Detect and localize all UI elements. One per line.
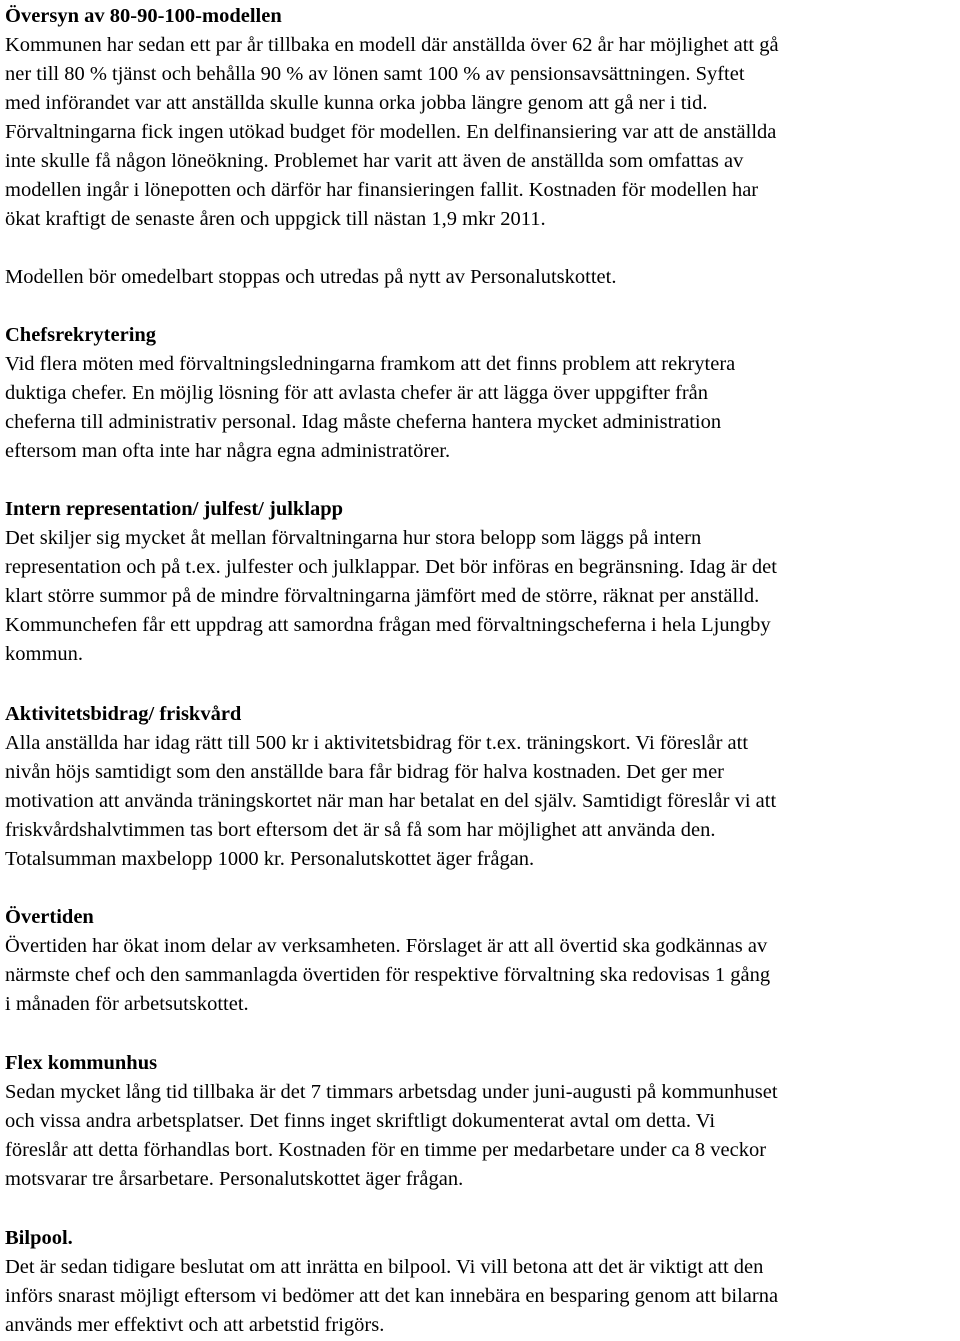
paragraph-line: Det skiljer sig mycket åt mellan förvaltningarna hur stora belopp som läggs på intern xyxy=(5,527,702,549)
paragraph-line: eftersom man ofta inte har några egna administratörer. xyxy=(5,440,451,462)
paragraph-line: Vid flera möten med förvaltningsledningarna framkom att det finns problem att rekrytera xyxy=(5,353,736,375)
heading-intern-representation: Intern representation/ julfest/ julklapp xyxy=(5,498,344,520)
heading-chefsrekrytering: Chefsrekrytering xyxy=(5,324,157,346)
heading-overtiden: Övertiden xyxy=(5,906,94,928)
heading-aktivitetsbidrag: Aktivitetsbidrag/ friskvård xyxy=(5,703,242,725)
paragraph-line: representation och på t.ex. julfester och julklappar. Det bör införas en begränsning. Idag är det xyxy=(5,556,777,578)
paragraph-line: inte skulle få någon löneökning. Problemet har varit att även de anställda som omfattas av xyxy=(5,150,744,172)
heading-oversyn-modellen: Översyn av 80-90-100-modellen xyxy=(5,5,282,27)
paragraph-line: cheferna till administrativ personal. Idag måste cheferna hantera mycket administration xyxy=(5,411,722,433)
paragraph-line: Kommunen har sedan ett par år tillbaka en modell där anställda över 62 år har möjlighet att gå xyxy=(5,34,779,56)
heading-flex-kommunhus: Flex kommunhus xyxy=(5,1052,158,1074)
paragraph-line: nivån höjs samtidigt som den anställde bara får bidrag för halva kostnaden. Det ger mer xyxy=(5,761,724,783)
paragraph-line: föreslår att detta förhandlas bort. Kostnaden för en timme per medarbetare under ca 8 veckor xyxy=(5,1139,767,1161)
paragraph-line: Totalsumman maxbelopp 1000 kr. Personalutskottet äger frågan. xyxy=(5,848,535,870)
paragraph-line: motivation att använda träningskortet när man har betalat en del själv. Samtidigt föreslår vi att xyxy=(5,790,777,812)
paragraph-line: Sedan mycket lång tid tillbaka är det 7 timmars arbetsdag under juni-augusti på kommunhuset xyxy=(5,1081,778,1103)
paragraph-line: Modellen bör omedelbart stoppas och utredas på nytt av Personalutskottet. xyxy=(5,266,617,288)
paragraph-line: närmste chef och den sammanlagda övertiden för respektive förvaltning ska redovisas 1 gång xyxy=(5,964,771,986)
paragraph-line: Alla anställda har idag rätt till 500 kr i aktivitetsbidrag för t.ex. träningskort. Vi föreslår att xyxy=(5,732,749,754)
paragraph-line: Övertiden har ökat inom delar av verksamheten. Förslaget är att all övertid ska godkännas av xyxy=(5,935,768,957)
paragraph-line: Kommunchefen får ett uppdrag att samordna frågan med förvaltningscheferna i hela Ljungby xyxy=(5,614,771,636)
paragraph-line: används mer effektivt och att arbetstid frigörs. xyxy=(5,1314,385,1336)
paragraph-line: ner till 80 % tjänst och behålla 90 % av lönen samt 100 % av pensionsavsättningen. Syftet xyxy=(5,63,745,85)
paragraph-line: och vissa andra arbetsplatser. Det finns inget skriftligt dokumenterat avtal om detta. Vi xyxy=(5,1110,716,1132)
paragraph-line: klart större summor på de mindre förvaltningarna jämfört med de större, räknat per anställd. xyxy=(5,585,760,607)
paragraph-line: ökat kraftigt de senaste åren och uppgick till nästan 1,9 mkr 2011. xyxy=(5,208,546,230)
paragraph-line: friskvårdshalvtimmen tas bort eftersom det är så få som har möjlighet att använda den. xyxy=(5,819,716,841)
paragraph-line: duktiga chefer. En möjlig lösning för att avlasta chefer är att lägga över uppgifter från xyxy=(5,382,708,404)
paragraph-line: kommun. xyxy=(5,643,84,665)
paragraph-line: motsvarar tre årsarbetare. Personalutskottet äger frågan. xyxy=(5,1168,464,1190)
paragraph-line: Förvaltningarna fick ingen utökad budget för modellen. En delfinansiering var att de anställda xyxy=(5,121,777,143)
paragraph-line: Det är sedan tidigare beslutat om att inrätta en bilpool. Vi vill betona att det är viktigt att den xyxy=(5,1256,764,1278)
paragraph-line: införs snarast möjligt eftersom vi bedömer att det kan innebära en besparing genom att bilarna xyxy=(5,1285,779,1307)
paragraph-line: modellen ingår i lönepotten och därför har finansieringen fallit. Kostnaden för modellen har xyxy=(5,179,759,201)
heading-bilpool: Bilpool. xyxy=(5,1227,73,1249)
paragraph-line: i månaden för arbetsutskottet. xyxy=(5,993,249,1015)
paragraph-line: med införandet var att anställda skulle kunna orka jobba längre genom att gå ner i tid. xyxy=(5,92,708,114)
